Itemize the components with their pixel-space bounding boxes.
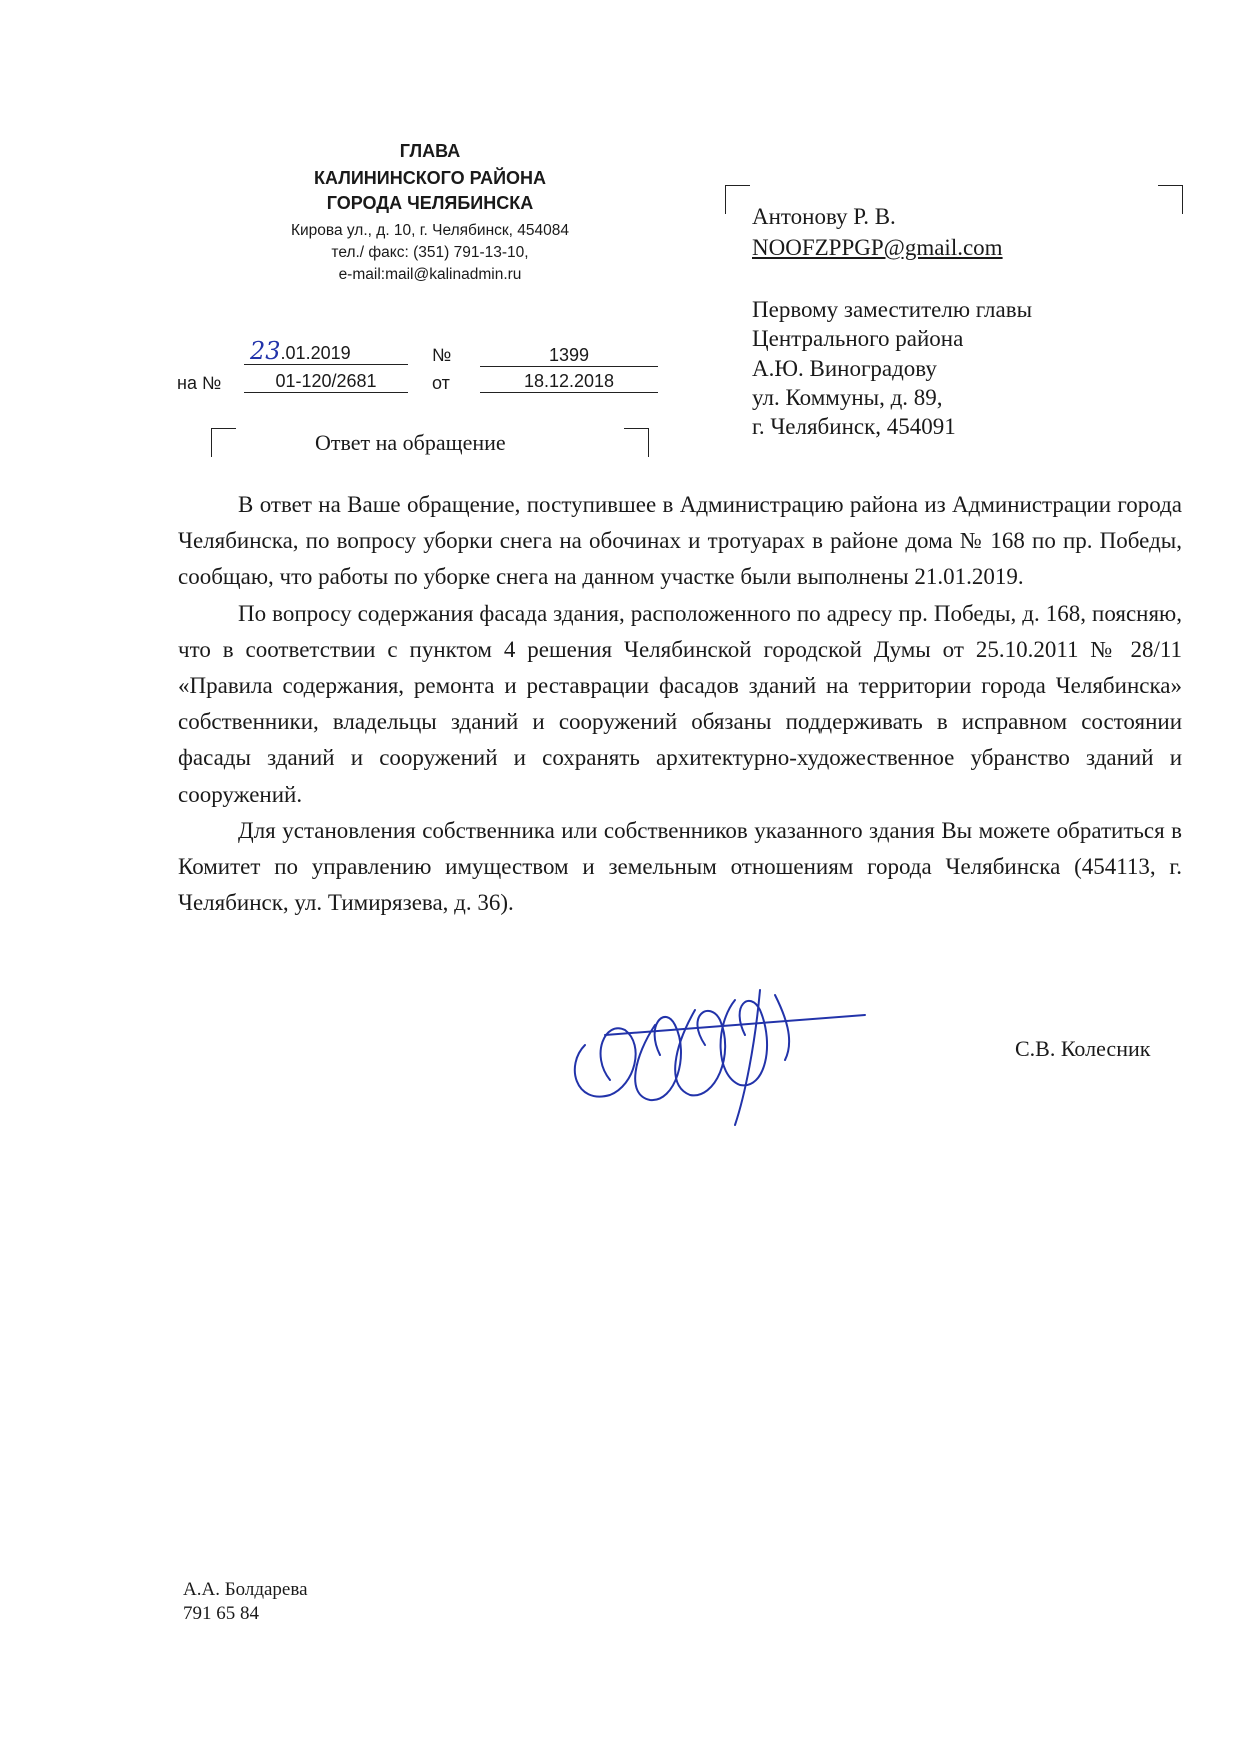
letterhead-email: e-mail:mail@kalinadmin.ru <box>338 266 522 283</box>
letterhead-phone: тел./ факс: (351) 791-13-10, <box>331 244 529 261</box>
body-paragraph-3: Для установления собственника или собственников указанного здания Вы можете обратиться в Комитет по управлению имуществом и земельным отношениям города Челябинска (454113, г. Челябинск, ул. Тимирязева, д. 36). <box>178 817 1182 916</box>
addressee-name2: А.Ю. Виноградову <box>752 356 937 381</box>
addressee-position: Первому заместителю главы <box>752 297 1033 322</box>
ref-number: 01-120/2681 <box>244 370 408 393</box>
ref-date-label: от <box>432 373 450 393</box>
body-paragraph-1: В ответ на Ваше обращение, поступившее в Администрацию района из Администрации города Челябинска, по вопросу уборки снега на обочинах и тротуарах в районе дома № 168 по пр. Победы, сообщаю, что работы по уборке снега на данном участке были выполнены 21.01.2019. <box>178 492 1182 590</box>
handwritten-signature <box>565 985 885 1135</box>
letterhead-address: Кирова ул., д. 10, г. Челябинск, 454084 <box>290 222 569 239</box>
ref-date: 18.12.2018 <box>480 370 658 393</box>
ref-label: на № <box>177 373 222 393</box>
handwritten-day: 23 <box>250 337 281 365</box>
addressee-district: Центрального района <box>752 326 964 351</box>
addressee-corner-left <box>725 185 750 214</box>
letterhead-title-line2: КАЛИНИНСКОГО РАЙОНА <box>313 168 547 188</box>
body-paragraph-2: По вопросу содержания фасада здания, расположенного по адресу пр. Победы, д. 168, поясняю, что в соответствии с пунктом 4 решения Челябинской городской Думы от 25.10.2011 № 28/11 «Правила содержания, ремонта и реставрации фасадов зданий на территории города Челябинска» собственники, владельцы зданий и сооружений обязаны поддерживать в исправном состоянии фасады зданий и сооружений и сохранять архитектурно-художественное убранство зданий и сооружений. <box>178 600 1182 807</box>
number-label: № <box>432 345 452 365</box>
addressee-email-link[interactable]: NOOFZPPGP@gmail.com <box>752 235 1003 260</box>
letterhead-title-line1: ГЛАВА <box>399 141 461 161</box>
outgoing-number: 1399 <box>480 344 658 367</box>
subject-line: Ответ на обращение <box>315 430 506 455</box>
subject-corner-right <box>624 428 649 457</box>
letter-body <box>178 487 1182 921</box>
addressee-name: Антонову Р. В. <box>752 204 896 229</box>
addressee-city: г. Челябинск, 454091 <box>752 414 956 439</box>
addressee-street: ул. Коммуны, д. 89, <box>752 385 943 410</box>
outgoing-date <box>244 337 408 365</box>
executor-phone: 791 65 84 <box>183 1603 259 1624</box>
subject-corner-left <box>211 428 236 457</box>
letterhead-title-line3: ГОРОДА ЧЕЛЯБИНСКА <box>326 193 534 213</box>
addressee-corner-right <box>1158 185 1183 214</box>
outgoing-date-printed: .01.2019 <box>280 343 351 363</box>
executor-name: А.А. Болдарева <box>183 1579 308 1600</box>
signer-name: С.В. Колесник <box>1015 1036 1151 1061</box>
